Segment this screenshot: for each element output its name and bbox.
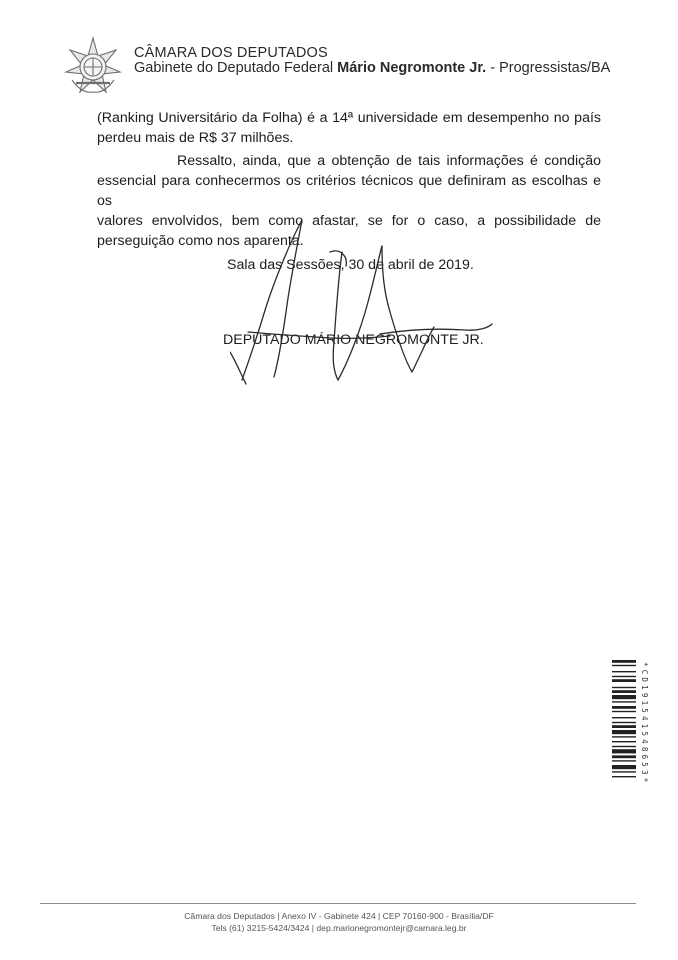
paragraph-line: valores envolvidos, bem como afastar, se for o caso, a possibilidade de (97, 213, 601, 229)
footer-contact: Tels (61) 3215-5424/3424 | dep.marionegromontejr@camara.leg.br (211, 923, 467, 933)
institution-name: CÂMARA DOS DEPUTADOS (134, 45, 328, 61)
place-date: Sala das Sessões, 30 de abril de 2019. (227, 257, 474, 273)
office-prefix: Gabinete do Deputado Federal (134, 60, 338, 76)
paragraph-line: essencial para conhecermos os critérios técnicos que definiram as escolhas e os (97, 173, 601, 209)
barcode-bar (612, 776, 636, 777)
deputy-name: Mário Negromonte Jr. (337, 60, 487, 76)
party-suffix: - Progressistas/BA (486, 60, 611, 76)
barcode-bar (612, 679, 636, 682)
barcode-bar (612, 676, 636, 677)
barcode-bar (612, 736, 636, 737)
barcode-bar (612, 701, 636, 702)
barcode-bar (612, 695, 636, 699)
barcode-bar (612, 730, 636, 734)
barcode-bar (612, 665, 636, 666)
coat-of-arms-seal-icon (62, 36, 124, 98)
barcode-bar (612, 717, 636, 718)
barcode-bar (612, 722, 636, 723)
barcode-bar (612, 660, 636, 663)
barcode-bar (612, 746, 636, 747)
barcode-bar (612, 755, 636, 758)
paragraph-line: perdeu mais de R$ 37 milhões. (97, 130, 294, 146)
barcode-bar (612, 749, 636, 753)
signatory-name: DEPUTADO MÁRIO NEGROMONTE JR. (223, 332, 484, 348)
barcode-bar (612, 671, 636, 672)
barcode-number: *CD191541548653* (640, 662, 649, 786)
paragraph-line: Ressalto, ainda, que a obtenção de tais informações é condição (177, 153, 601, 169)
barcode-bar (612, 771, 636, 772)
barcode-bar (612, 725, 636, 728)
barcode-bar (612, 711, 636, 712)
barcode-bar (612, 741, 636, 742)
paragraph-1 (97, 108, 601, 148)
handwritten-signature (230, 212, 500, 392)
footer-divider (40, 903, 636, 904)
barcode-bar (612, 760, 636, 761)
office-line (134, 60, 610, 76)
paragraph-line: (Ranking Universitário da Folha) é a 14ª universidade em desempenho no país (97, 110, 601, 126)
paragraph-line: perseguição como nos aparenta. (97, 233, 304, 249)
barcode-bar (612, 706, 636, 709)
barcode-bar (612, 687, 636, 688)
document-barcode (612, 660, 636, 832)
barcode-bar (612, 690, 636, 693)
footer-address: Câmara dos Deputados | Anexo IV - Gabinete 424 | CEP 70160-900 - Brasília/DF (184, 911, 494, 921)
barcode-bar (612, 765, 636, 769)
